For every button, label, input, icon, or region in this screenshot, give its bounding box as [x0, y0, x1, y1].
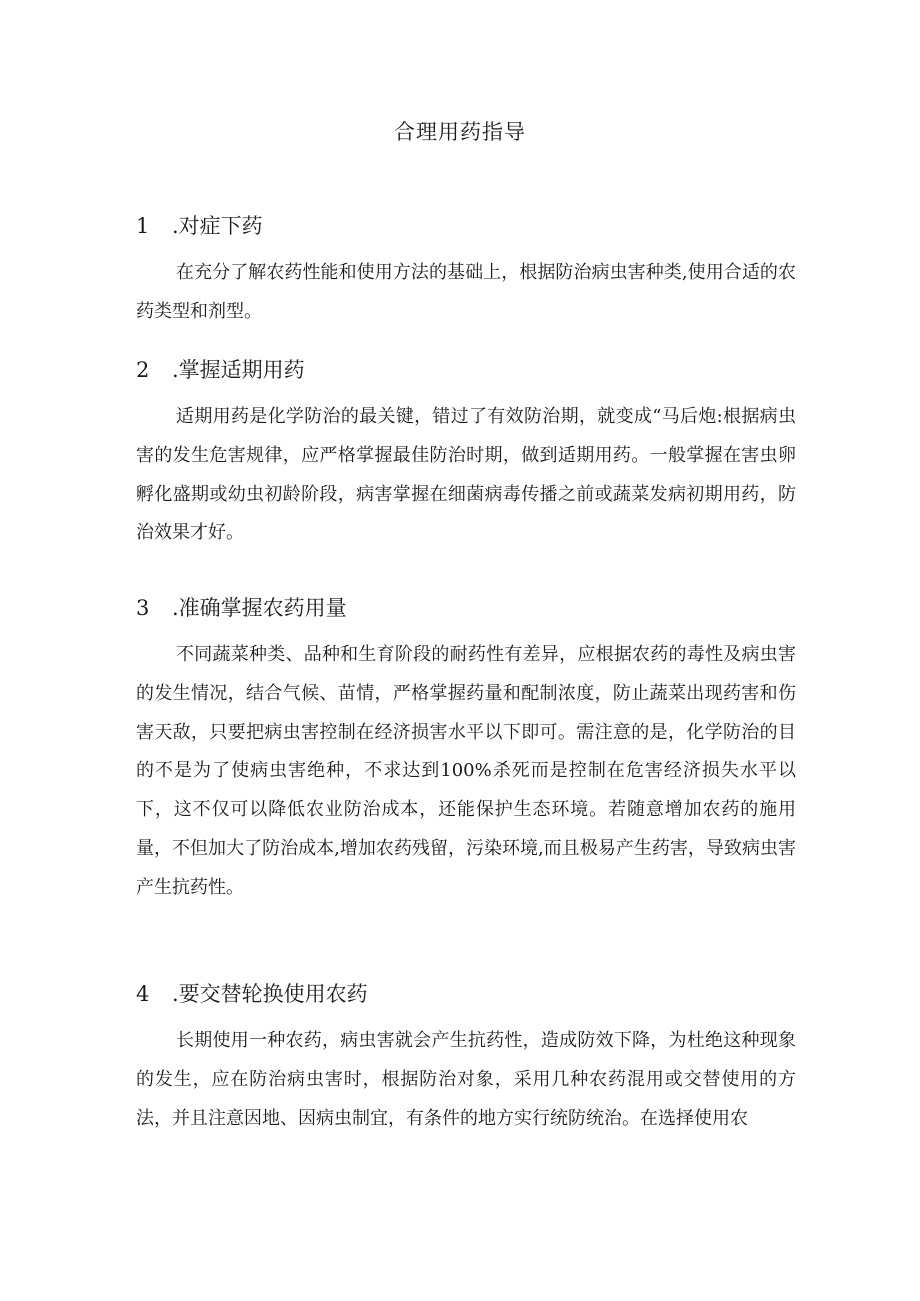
section-body-2: 适期用药是化学防治的最关键，错过了有效防治期，就变成“马后炮:根据病虫害的发生危害规律，应严格掌握最佳防治时期，做到适期用药。一般掌握在害虫卵孵化盛期或幼虫初龄阶段，病害掌握在细菌病毒传播之前或蔬菜发病初期用药，防治效果才好。 [136, 406, 796, 544]
section-heading-2 [136, 354, 305, 384]
section-title: .对症下药 [172, 214, 263, 238]
section-heading-1 [136, 210, 263, 240]
section-body-4: 长期使用一种农药，病虫害就会产生抗药性，造成防效下降，为杜绝这种现象的发生，应在防治病虫害时，根据防治对象，采用几种农药混用或交替使用的方法，并且注意因地、因病虫制宜，有条件的地方实行统防统治。在选择使用农 [136, 1030, 796, 1129]
section-title: .准确掌握农药用量 [172, 596, 347, 620]
section-body-3: 不同蔬菜种类、品种和生育阶段的耐药性有差异，应根据农药的毒性及病虫害的发生情况，结合气候、苗情，严格掌握药量和配制浓度，防止蔬菜出现药害和伤害天敌，只要把病虫害控制在经济损害水平以下即可。需注意的是，化学防治的目的不是为了使病虫害绝种，不求达到100%杀死而是控制在危害经济损失水平以下，这不仅可以降低农业防治成本，还能保护生态环境。若随意增加农药的施用量，不但加大了防治成本,增加农药残留，污染环境,而且极易产生药害，导致病虫害产生抗药性。 [136, 644, 796, 898]
section-number: 3 [136, 596, 150, 620]
document-title: 合理用药指导 [394, 120, 526, 144]
section-title: .掌握适期用药 [172, 358, 305, 382]
section-body-1: 在充分了解农药性能和使用方法的基础上，根据防治病虫害种类,使用合适的农药类型和剂型。 [136, 262, 796, 322]
section-number: 4 [136, 982, 150, 1006]
section-heading-4 [136, 978, 368, 1008]
section-number: 2 [136, 358, 150, 382]
section-number: 1 [136, 214, 150, 238]
section-heading-3 [136, 592, 347, 622]
section-title: .要交替轮换使用农药 [172, 982, 368, 1006]
